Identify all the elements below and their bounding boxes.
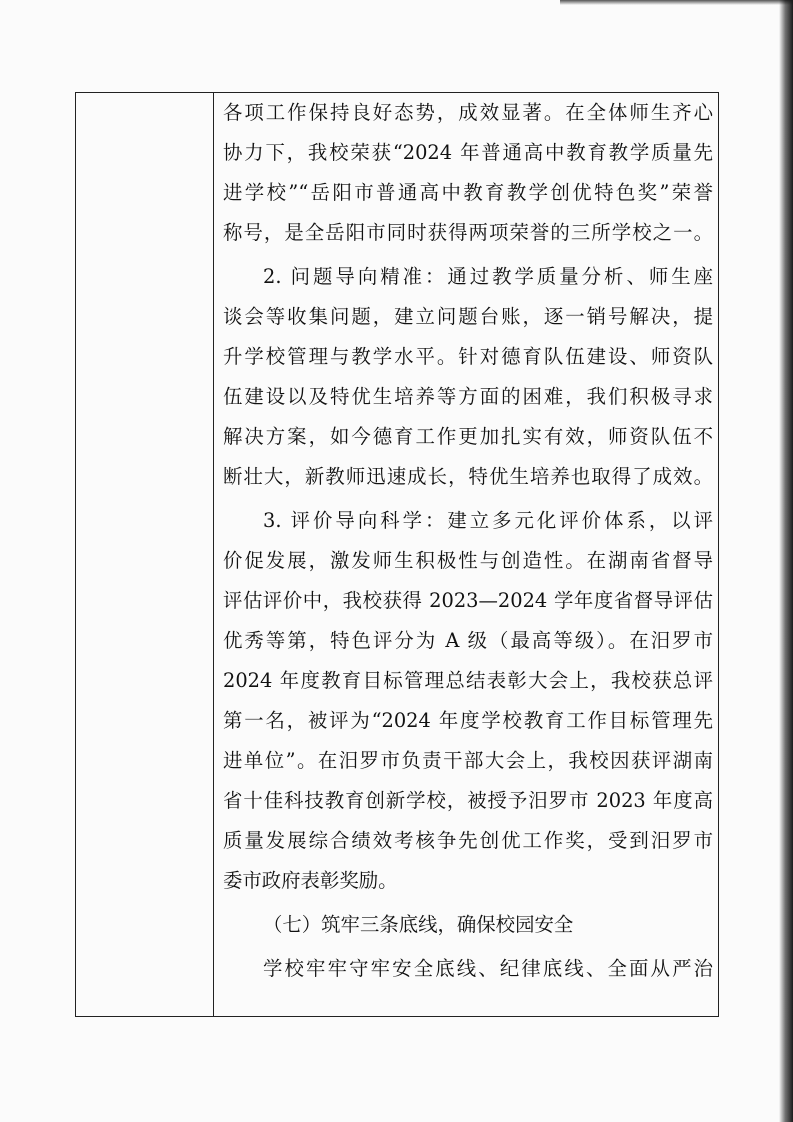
text-line: 省十佳科技教育创新学校，被授予汨罗市 2023 年度高 <box>223 789 713 812</box>
scan-edge-top <box>560 0 793 5</box>
text-line: 称号，是全岳阳市同时获得两项荣誉的三所学校之一。 <box>223 221 713 244</box>
text-line: 学校牢牢守牢安全底线、纪律底线、全面从严治 <box>263 957 713 980</box>
column-divider <box>213 93 214 1016</box>
text-line: 第一名，被评为“2024 年度学校教育工作目标管理先 <box>223 709 713 732</box>
text-line: 解决方案，如今德育工作更加扎实有效，师资队伍不 <box>223 425 713 448</box>
text-line: 伍建设以及特优生培养等方面的困难，我们积极寻求 <box>223 385 713 408</box>
text-line: （七）筑牢三条底线，确保校园安全 <box>263 913 574 936</box>
scan-edge-right <box>779 0 793 1122</box>
text-line: 2. 问题导向精准：通过教学质量分析、师生座 <box>263 265 713 288</box>
text-line: 优秀等第，特色评分为 A 级（最高等级）。在汨罗市 <box>223 629 713 652</box>
document-table <box>75 92 719 1017</box>
text-line: 协力下，我校荣获“2024 年普通高中教育教学质量先 <box>223 141 713 164</box>
text-line: 价促发展，激发师生积极性与创造性。在湖南省督导 <box>223 549 713 572</box>
text-line: 3. 评价导向科学：建立多元化评价体系，以评 <box>263 509 713 532</box>
content-cell <box>223 93 713 1016</box>
text-line: 委市政府表彰奖励。 <box>223 869 398 892</box>
text-line: 升学校管理与教学水平。针对德育队伍建设、师资队 <box>223 345 713 368</box>
text-line: 进学校”“岳阳市普通高中教育教学创优特色奖”荣誉 <box>223 181 713 204</box>
text-line: 进单位”。在汨罗市负责干部大会上，我校因获评湖南 <box>223 749 713 772</box>
text-line: 各项工作保持良好态势，成效显著。在全体师生齐心 <box>223 101 713 124</box>
text-line: 评估评价中，我校获得 2023—2024 学年度省督导评估 <box>223 589 713 612</box>
text-line: 2024 年度教育目标管理总结表彰大会上，我校获总评 <box>223 669 713 692</box>
text-line: 谈会等收集问题，建立问题台账，逐一销号解决，提 <box>223 305 713 328</box>
text-line: 断壮大，新教师迅速成长，特优生培养也取得了成效。 <box>223 465 713 488</box>
text-line: 质量发展综合绩效考核争先创优工作奖，受到汨罗市 <box>223 829 713 852</box>
